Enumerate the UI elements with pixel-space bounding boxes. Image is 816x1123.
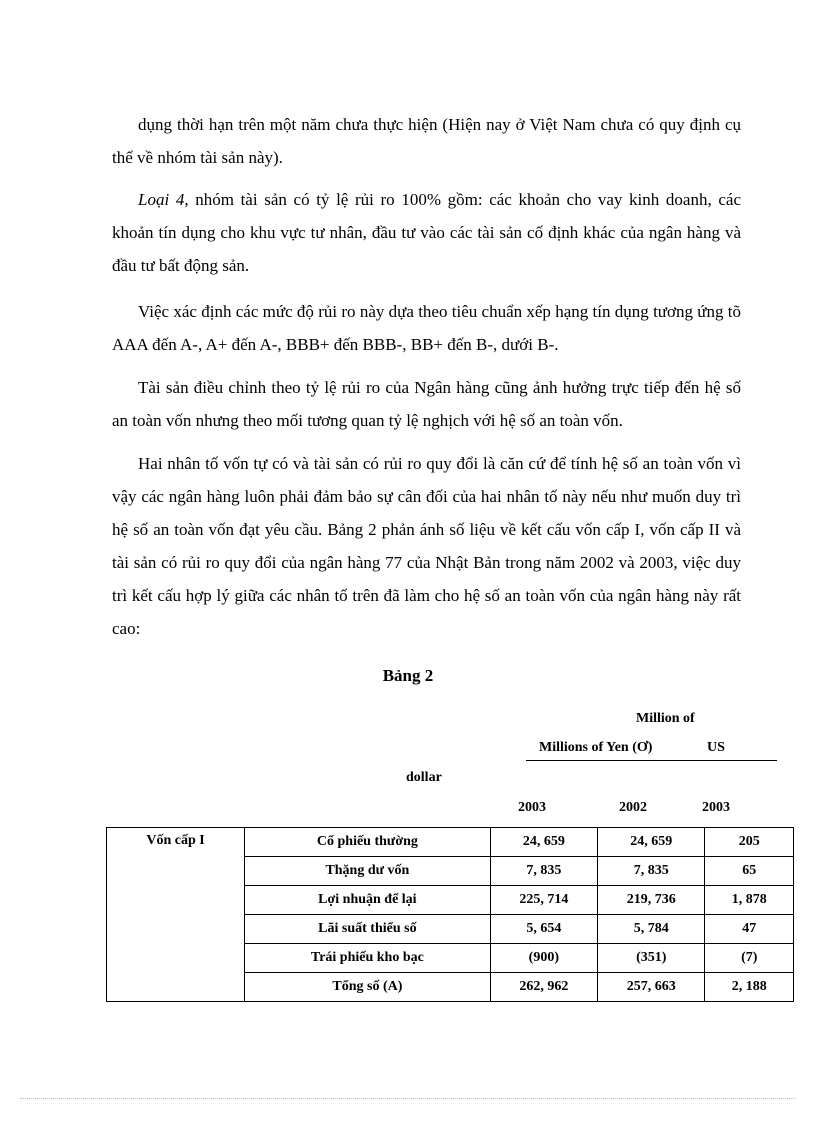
paragraph-risk-adjusted-assets: Tài sản điều chỉnh theo tỷ lệ rủi ro của Ngân hàng cũng ảnh hưởng trực tiếp đến hệ số an toàn vốn nhưng theo mối tương quan tỷ lệ nghịch với hệ số an toàn vốn. xyxy=(112,378,741,430)
header-year-2003-yen: 2003 xyxy=(518,800,546,815)
tier1-capital-table xyxy=(106,827,794,1002)
row-label: Lợi nhuận để lại xyxy=(245,886,490,915)
header-dollar: dollar xyxy=(406,770,442,785)
group-4-description: nhóm tài sản có tỷ lệ rủi ro 100% gồm: các khoản cho vay kinh doanh, các khoản tín dụng cho khu vực tư nhân, đầu tư vào các tài sản cố định khác của ngân hàng và đầu tư bất động sản. xyxy=(112,190,741,275)
row-label: Thặng dư vốn xyxy=(245,857,490,886)
row-label: Cổ phiếu thường xyxy=(245,828,490,857)
paragraph-asset-group-4 xyxy=(112,183,741,282)
value-2003-yen: 5, 654 xyxy=(490,915,597,944)
value-2003-usd: 1, 878 xyxy=(705,886,794,915)
row-label: Lãi suất thiểu số xyxy=(245,915,490,944)
value-2003-yen: 7, 835 xyxy=(490,857,597,886)
paragraph-capital-balance: Hai nhân tố vốn tự có và tài sản có rủi ro quy đổi là căn cứ để tính hệ số an toàn vốn vì vậy các ngân hàng luôn phải đảm bảo sự cân đối của hai nhân tố này nếu như muốn duy trì hệ số an toàn vốn đạt yêu cầu. Bảng 2 phản ánh số liệu về kết cấu vốn cấp I, vốn cấp II và tài sản có rủi ro quy đổi của ngân hàng 77 của Nhật Bản trong năm 2002 và 2003, việc duy trì kết cấu hợp lý giữa các nhân tố trên đã làm cho hệ số an toàn vốn của ngân hàng này rất cao: xyxy=(112,454,741,638)
value-2002-yen: 5, 784 xyxy=(598,915,705,944)
value-2002-yen: 7, 835 xyxy=(598,857,705,886)
value-2003-usd: (7) xyxy=(705,944,794,973)
group-label-cell: Vốn cấp I xyxy=(107,828,245,1002)
value-2003-yen: 24, 659 xyxy=(490,828,597,857)
header-year-2002-yen: 2002 xyxy=(619,800,647,815)
value-2003-usd: 2, 188 xyxy=(705,973,794,1002)
page-footer-divider xyxy=(20,1098,796,1099)
header-million-of: Million of xyxy=(636,711,695,726)
value-2003-usd: 65 xyxy=(705,857,794,886)
value-2003-yen: 262, 962 xyxy=(490,973,597,1002)
value-2002-yen: 257, 663 xyxy=(598,973,705,1002)
table-caption: Bảng 2 xyxy=(382,666,434,685)
header-underline xyxy=(526,760,777,761)
header-year-2003-usd: 2003 xyxy=(702,800,730,815)
value-2003-yen: (900) xyxy=(490,944,597,973)
value-2003-usd: 205 xyxy=(705,828,794,857)
table-row xyxy=(107,828,794,857)
value-2003-yen: 225, 714 xyxy=(490,886,597,915)
paragraph-risk-rating: Việc xác định các mức độ rủi ro này dựa theo tiêu chuẩn xếp hạng tín dụng tương ứng tõ AAA đến A-, A+ đến A-, BBB+ đến BBB-, BB+ đến B-, dưới B-. xyxy=(112,302,741,354)
row-label: Trái phiếu kho bạc xyxy=(245,944,490,973)
row-label: Tổng số (A) xyxy=(245,973,490,1002)
value-2002-yen: 219, 736 xyxy=(598,886,705,915)
header-millions-of-yen: Millions of Yen (Ơ) xyxy=(539,740,653,755)
value-2002-yen: 24, 659 xyxy=(598,828,705,857)
paragraph-asset-group-3-end: dụng thời hạn trên một năm chưa thực hiện (Hiện nay ở Việt Nam chưa có quy định cụ thể về nhóm tài sản này). xyxy=(112,115,741,167)
value-2003-usd: 47 xyxy=(705,915,794,944)
header-us: US xyxy=(707,740,725,755)
group-4-label: Loại 4, xyxy=(138,190,189,209)
value-2002-yen: (351) xyxy=(598,944,705,973)
